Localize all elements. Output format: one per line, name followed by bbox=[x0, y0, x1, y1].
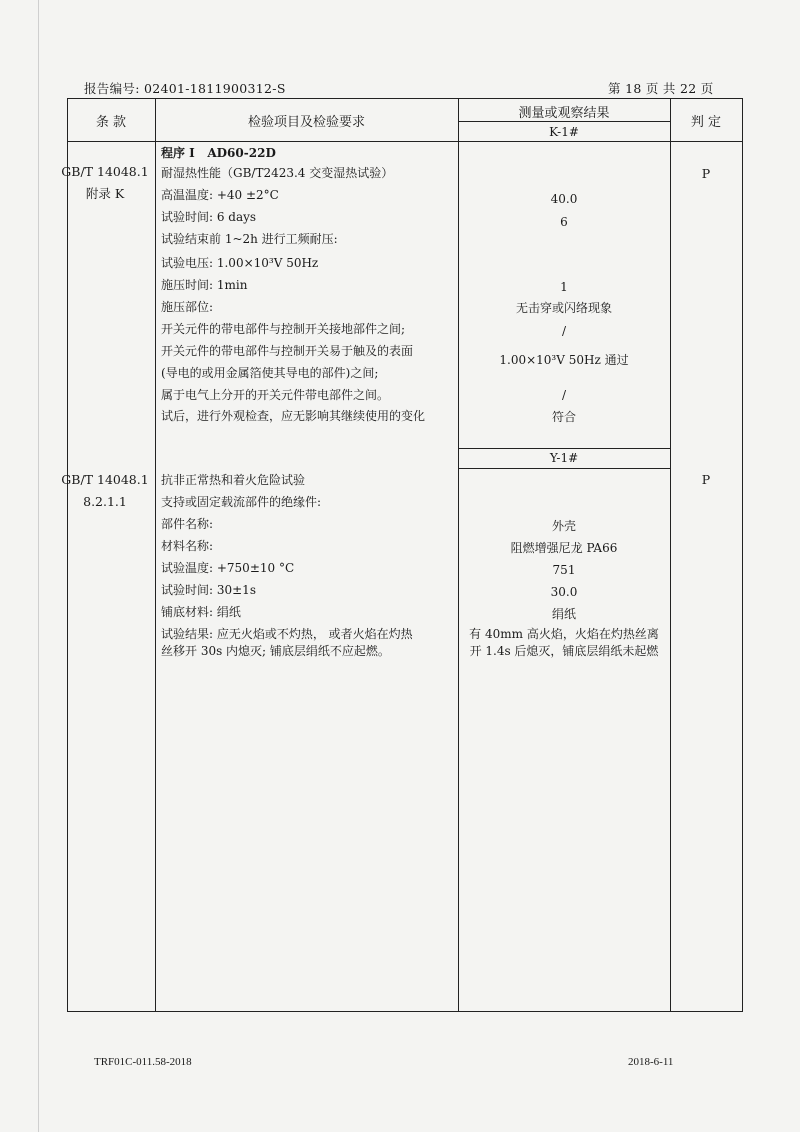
section2-item: 抗非正常热和着火危险试验 bbox=[161, 473, 306, 487]
section1-verdict: P bbox=[701, 166, 711, 181]
column-header-verdict: 判 定 bbox=[690, 115, 722, 130]
result-test-temp: 751 bbox=[552, 563, 576, 577]
table-right-border bbox=[742, 98, 743, 1012]
result-part: 外壳 bbox=[551, 519, 576, 533]
section1-item: 高温温度: +40 ±2°C bbox=[161, 188, 279, 202]
result-conform: 符合 bbox=[551, 410, 576, 424]
result-flame-line2: 开 1.4s 后熄灭，铺底层绢纸未起燃 bbox=[469, 644, 659, 658]
section2-clause: GB/T 14048.1 8.2.1.1 bbox=[61, 472, 149, 509]
result-no-breakdown: 无击穿或闪络现象 bbox=[515, 301, 612, 315]
sample-id-k1: K-1# bbox=[549, 125, 579, 139]
result-bedding: 绢纸 bbox=[551, 607, 576, 621]
section1-item: 开关元件的带电部件与控制开关易于触及的表面 bbox=[161, 344, 414, 358]
clause-column-border bbox=[155, 98, 156, 1012]
section2-item: 试验结果: 应无火焰或不灼热， 或者火焰在灼热 bbox=[161, 627, 413, 641]
section2-item: 铺底材料: 绢纸 bbox=[161, 605, 241, 619]
section1-item: 耐湿热性能（GB/T2423.4 交变湿热试验） bbox=[161, 166, 394, 180]
section1-item: 属于电气上分开的开关元件带电部件之间。 bbox=[161, 388, 390, 402]
section2-item: 部件名称: bbox=[161, 517, 214, 531]
result-material: 阻燃增强尼龙 PA66 bbox=[510, 541, 618, 555]
result-duration: 1 bbox=[560, 280, 568, 294]
section1-item: (导电的或用金属箔使其导电的部件)之间; bbox=[161, 366, 379, 380]
section2-sample-bottom bbox=[458, 468, 670, 469]
section2-verdict: P bbox=[701, 472, 711, 487]
result-slash: / bbox=[561, 388, 567, 402]
table-left-border bbox=[67, 98, 68, 1012]
column-header-clause: 条 款 bbox=[95, 115, 127, 130]
table-top-border bbox=[67, 98, 743, 99]
table-bottom-border bbox=[67, 1011, 743, 1012]
column-header-result: 测量或观察结果 bbox=[518, 106, 610, 121]
sample-id-y1: Y-1# bbox=[549, 451, 579, 465]
result-slash: / bbox=[561, 324, 567, 338]
section2-item: 材料名称: bbox=[161, 539, 214, 553]
section2-item: 丝移开 30s 内熄灭; 铺底层绢纸不应起燃。 bbox=[161, 644, 390, 658]
page-info: 第 18 页 共 22 页 bbox=[608, 81, 714, 96]
section1-item: 试验结束前 1~2h 进行工频耐压: bbox=[161, 232, 338, 246]
form-number: TRF01C-011.58-2018 bbox=[94, 1056, 192, 1068]
section1-item: 试验时间: 6 days bbox=[161, 210, 257, 224]
program-title: 程序 I AD60-22D bbox=[161, 146, 276, 160]
column-header-item: 检验项目及检验要求 bbox=[247, 115, 365, 130]
section1-clause: GB/T 14048.1 附录 K bbox=[61, 164, 149, 201]
page-edge bbox=[38, 0, 39, 1132]
section2-item: 支持或固定载流部件的绝缘件: bbox=[161, 495, 322, 509]
section1-item: 开关元件的带电部件与控制开关接地部件之间; bbox=[161, 322, 406, 336]
report-number: 报告编号: 02401-1811900312-S bbox=[84, 81, 286, 96]
issue-date: 2018-6-11 bbox=[628, 1056, 674, 1068]
section1-item: 施压时间: 1min bbox=[161, 278, 248, 292]
section2-sample-top bbox=[458, 448, 670, 449]
result-column-border bbox=[670, 98, 671, 1012]
result-temp: 40.0 bbox=[550, 192, 578, 206]
result-time: 6 bbox=[560, 215, 568, 229]
result-flame-line1: 有 40mm 高火焰，火焰在灼热丝离 bbox=[469, 627, 659, 641]
section1-item: 试后，进行外观检查，应无影响其继续使用的变化 bbox=[161, 409, 426, 423]
section1-item: 试验电压: 1.00×10³V 50Hz bbox=[161, 256, 319, 270]
section1-item: 施压部位: bbox=[161, 300, 214, 314]
section2-item: 试验温度: +750±10 °C bbox=[161, 561, 295, 575]
result-test-time: 30.0 bbox=[550, 585, 578, 599]
result-voltage-pass: 1.00×10³V 50Hz 通过 bbox=[499, 353, 629, 367]
result-subheader-line bbox=[458, 121, 670, 122]
section2-item: 试验时间: 30±1s bbox=[161, 583, 256, 597]
